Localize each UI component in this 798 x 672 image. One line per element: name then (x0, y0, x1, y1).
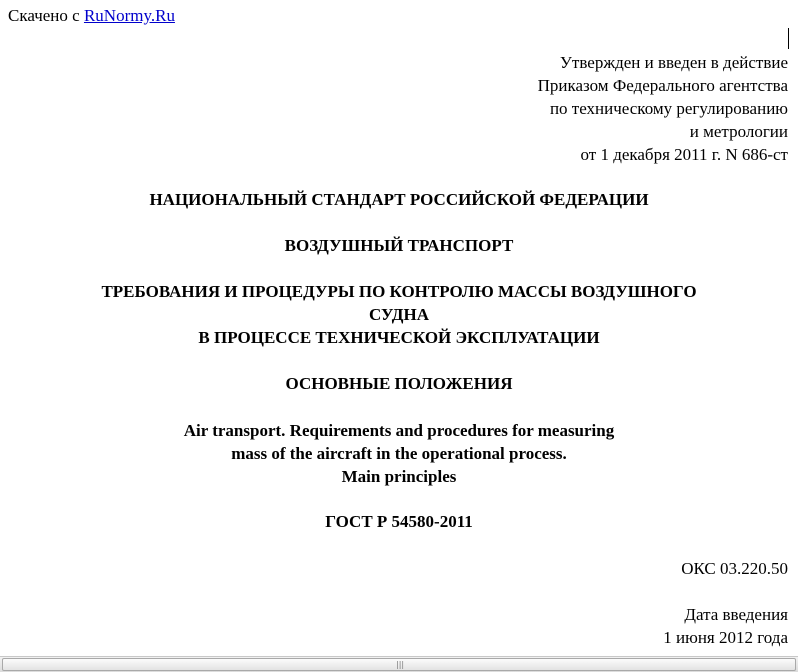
download-prefix: Скачено с (8, 6, 80, 25)
main-title-line: В ПРОЦЕССЕ ТЕХНИЧЕСКОЙ ЭКСПЛУАТАЦИИ (198, 328, 600, 347)
intro-date-block (663, 603, 788, 649)
main-title-line: ТРЕБОВАНИЯ И ПРОЦЕДУРЫ ПО КОНТРОЛЮ МАССЫ ВОЗДУШНОГО (101, 282, 697, 301)
main-title-line: СУДНА (368, 305, 429, 324)
approval-line: по техническому регулированию (549, 99, 788, 118)
gost-number: ГОСТ Р 54580-2011 (325, 512, 473, 531)
main-title (0, 280, 798, 349)
standard-type-heading: НАЦИОНАЛЬНЫЙ СТАНДАРТ РОССИЙСКОЙ ФЕДЕРАЦИИ (149, 190, 649, 209)
approval-line: Приказом Федерального агентства (537, 76, 788, 95)
scrollbar-thumb[interactable] (2, 658, 796, 671)
grip-icon: ||| (396, 660, 405, 669)
source-link[interactable]: RuNormy.Ru (83, 6, 175, 25)
english-title (0, 419, 798, 488)
english-title-line: mass of the aircraft in the operational process. (231, 444, 567, 463)
intro-date-label: Дата введения (684, 605, 788, 624)
intro-date-value: 1 июня 2012 года (663, 628, 788, 647)
approval-line: от 1 декабря 2011 г. N 686-ст (580, 145, 788, 164)
section-heading: ВОЗДУШНЫЙ ТРАНСПОРТ (284, 236, 514, 255)
subtitle-heading: ОСНОВНЫЕ ПОЛОЖЕНИЯ (285, 374, 513, 393)
text-cursor (788, 28, 789, 49)
english-title-line: Main principles (341, 467, 457, 486)
approval-block (368, 51, 788, 166)
approval-line: и метрологии (689, 122, 788, 141)
approval-line: Утвержден и введен в действие (559, 53, 788, 72)
horizontal-scrollbar[interactable] (0, 656, 798, 672)
oks-code: ОКС 03.220.50 (681, 559, 788, 578)
english-title-line: Air transport. Requirements and procedures for measuring (183, 421, 615, 440)
download-source-line (8, 5, 175, 27)
